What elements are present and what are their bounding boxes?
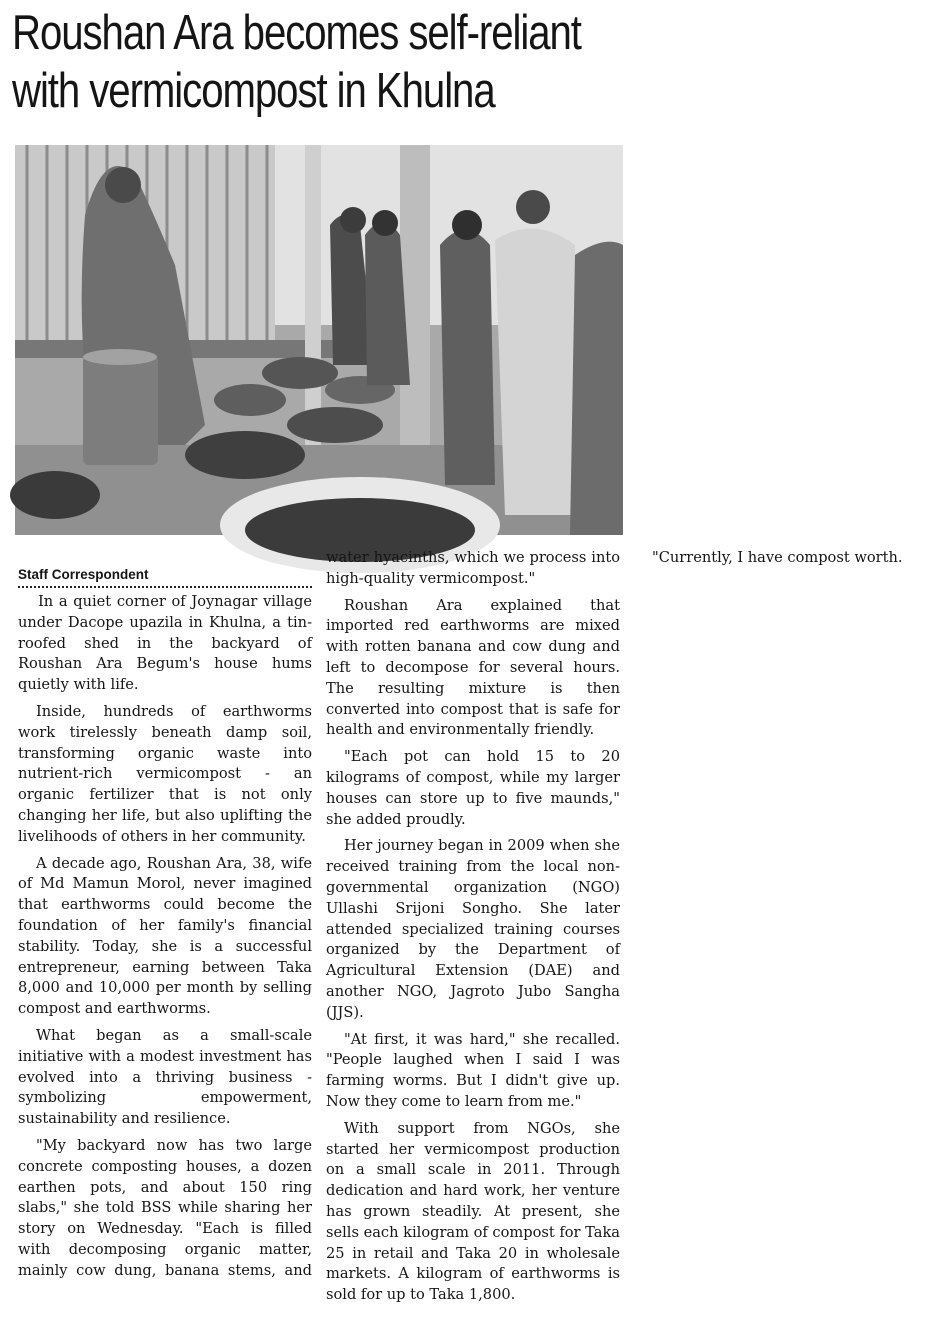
paragraph: With support from NGOs, she started her vermicompost production on a small scale in 2011. Through dedication and hard work, her venture has grown steadily. At present, she sells each kilogram of compost for Taka 25 in retail and Taka 20 in wholesale markets. A kilogram of earthworms is sold for up to Taka 1,800.: [326, 1119, 620, 1304]
paragraph: What began as a small-scale initiative with a modest investment has evolved into a thriving business - symbolizing empowerment, sustainability and resilience.: [18, 1026, 312, 1128]
paragraph: "At first, it was hard," she recalled. "People laughed when I said I was farming worms. But I didn't give up. Now they come to learn from me.": [326, 1030, 620, 1110]
headline-line-2: with vermicompost in Khulna: [12, 64, 495, 118]
paragraph: "Each pot can hold 15 to 20 kilograms of compost, while my larger houses can store up to five maunds," she added proudly.: [326, 748, 620, 828]
paragraph: Inside, hundreds of earthworms work tirelessly beneath damp soil, transforming organic waste into nutrient-rich vermicompost - an organic fertilizer that is not only changing her life, but also uplifting the livelihoods of others in her community.: [18, 702, 312, 845]
paragraph: Roushan Ara explained that imported red earthworms are mixed with rotten banana and cow dung and left to decompose for several hours. The resulting mixture is then converted into compost that is safe for health and environmentally friendly.: [326, 596, 620, 739]
headline: [12, 4, 581, 120]
paragraph: A decade ago, Roushan Ara, 38, wife of Md Mamun Morol, never imagined that earthworms could become the foundation of her family's financial stability. Today, she is a successful entrepreneur, earning between Taka 8,000 and 10,000 per month by selling compost and earthworms.: [18, 854, 312, 1018]
headline-line-1: Roushan Ara becomes self-reliant: [12, 6, 581, 60]
article-photo: [15, 145, 623, 535]
paragraph: "My backyard now has two large concrete composting houses, a dozen earthen pots, and about 150 ring slabs," she told BSS while sharing her story on Wednesday. "Each is filled with decomposing organic matter, mainly cow dung, banana stems, and water hyacinths, which we process into high-quality vermicompost.": [18, 549, 620, 1279]
paragraph: In a quiet corner of Joynagar village under Dacope upazila in Khulna, a tin-roofed shed in the backyard of Roushan Ara Begum's house hums quietly with life.: [18, 593, 312, 694]
paragraph: "Currently, I have compost worth.: [652, 549, 903, 566]
paragraph: Her journey began in 2009 when she received training from the local non-governmental organization (NGO) Ullashi Srijoni Songho. She later attended specialized training courses organized by the Department of Agricultural Extension (DAE) and another NGO, Jagroto Jubo Sangha (JJS).: [326, 837, 620, 1021]
byline: Staff Correspondent: [18, 566, 312, 588]
article-body: [18, 548, 903, 1308]
